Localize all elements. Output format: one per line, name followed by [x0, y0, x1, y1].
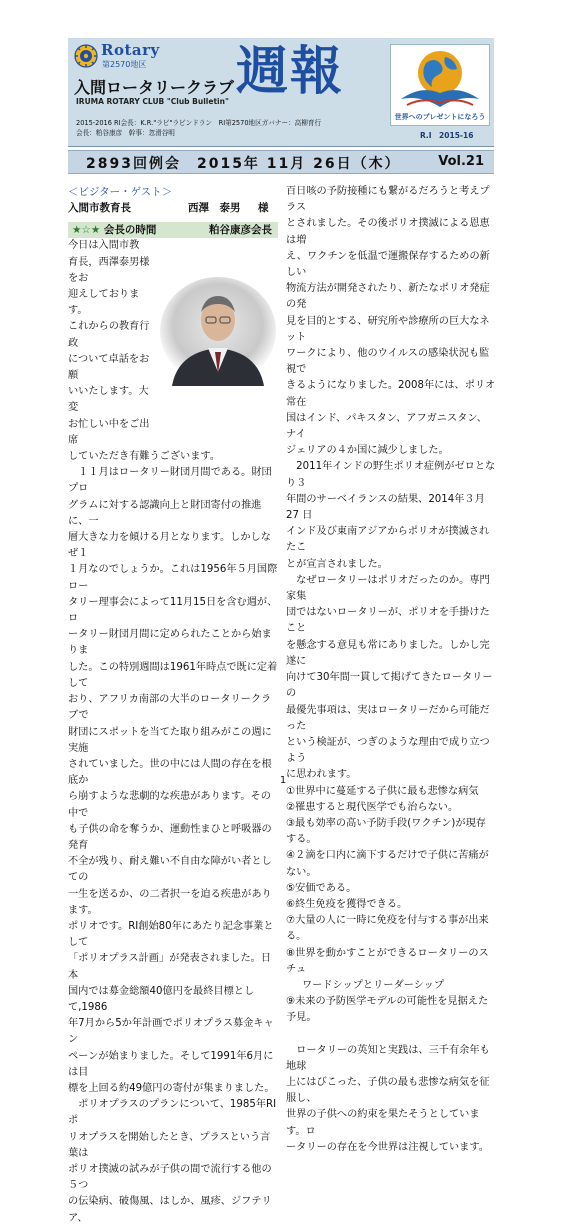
- president-photo: [158, 276, 278, 386]
- meeting-bar: [68, 150, 494, 174]
- officers-info: [76, 118, 376, 138]
- guest-line: [68, 200, 278, 216]
- text-line: 財団にスポットを当てた取り組みがこの週に実施: [68, 726, 272, 754]
- text-line: されていました。世の中には人間の存在を根底か: [68, 758, 272, 787]
- text-line: １月なのでしょうか。これは1956年５月国際ロー: [68, 564, 278, 592]
- star-icon: ★☆★: [72, 224, 101, 237]
- text-line: 団ではないロータリーが、ポリオを手掛けたこと: [286, 607, 490, 635]
- president-time-label: 会長の時間: [103, 224, 157, 237]
- reason-item: ②罹患すると現代医学でも治らない。: [286, 801, 459, 813]
- text-line: 標を上回る約49億円の寄付が集まりました。: [68, 1082, 275, 1094]
- text-line: ら崩すような悲劇的な疾患があります。その中で: [68, 791, 271, 819]
- reason-item: ④２滴を口内に滴下するだけで子供に苦痛がない。: [286, 850, 489, 878]
- guest-org: 入間市教育長: [68, 202, 131, 215]
- text-line: ポリオです。RI創始80年にあたり記念事業として: [68, 920, 274, 949]
- text-line: 年間のサーベイランスの結果、2014年３月 27 日: [286, 493, 485, 522]
- text-line: きるようになりました。2008年には、ポリオ常在: [286, 380, 496, 408]
- text-line: 国はインド、パキスタン、アフガニスタン、ナイ: [286, 412, 487, 441]
- ri-year: R.I 2015-16: [420, 131, 474, 140]
- text-line: 百日咳の予防接種にも繋がるだろうと考えプラス: [286, 186, 490, 214]
- officers-line-2: 会長：粕谷康彦 幹事：忽滑谷明: [76, 129, 175, 137]
- text-line: お忙しい中をご出席: [68, 418, 150, 446]
- text-line: 最優先事項は、実はロータリーだから可能だった: [286, 704, 490, 732]
- text-line: インド及び東南アジアからポリオが撲滅されたこ: [286, 526, 490, 554]
- theme-text: 世界へのプレゼントになろう: [394, 113, 486, 121]
- rotary-wheel-icon: [74, 44, 98, 68]
- text-line: 見を目的とする、研究所や診療所の巨大なネット: [286, 315, 490, 343]
- bulletin-title: 週報: [236, 41, 345, 102]
- text-line: ータリーの存在を今世界は注視しています。: [286, 1141, 489, 1153]
- text-line: リオプラスを開始したとき、プラスという言葉は: [68, 1131, 271, 1159]
- text-line: に思われます。: [286, 769, 357, 781]
- club-name-jp: 入間ロータリークラブ: [74, 78, 235, 97]
- text-line: とが宣言されました。: [286, 558, 388, 570]
- text-line: 今日は入間市教: [68, 240, 140, 252]
- text-line: の伝染病、破傷風、はしか、風疹、ジフテリア、: [68, 1196, 272, 1224]
- text-line: いいたします。大変: [68, 386, 149, 414]
- text-line: 「ポリオプラス計画」が発表されました。日本: [68, 953, 272, 981]
- text-line: 層大きな力を傾ける月となります。しかしなぜ１: [68, 532, 271, 560]
- volume-number: Vol.21: [438, 154, 484, 169]
- reason-item: ③最も効率の高い予防手段(ワクチン)が現存する。: [286, 817, 486, 846]
- district-label: 第2570地区: [102, 60, 147, 69]
- reason-item: ワードシップとリーダーシップ: [302, 979, 445, 991]
- reason-item: ①世界中に蔓延する子供に最も悲惨な病気: [286, 785, 479, 797]
- reason-item: ⑧世界を動かすことができるロータリーのスチュ: [286, 947, 489, 975]
- president-name: 粕谷康彦会長: [209, 224, 272, 237]
- text-line: グラムに対する認識向上と財団寄付の推進に、一: [68, 499, 262, 527]
- text-line: 世界の子供への約束を果たそうとしています。ロ: [286, 1109, 480, 1137]
- rotary-wordmark: Rotary: [101, 41, 160, 59]
- text-line: 迎えしております。: [68, 289, 140, 317]
- text-line: なぜロータリーはポリオだったのか。専門家集: [286, 574, 490, 603]
- officers-line-1: 2015-2016 RI会長：K.R."ラビ"ラビンドラン RI第2570地区ガバナー：高柳育行: [76, 119, 322, 127]
- guest-honorific: 様: [258, 202, 269, 215]
- text-line: 向けて30年間一貫して掲げてきたロータリーの: [286, 672, 493, 700]
- reason-item: ⑦大量の人に一時に免疫を付与する事が出来る。: [286, 915, 489, 943]
- text-line: おり、アフリカ南部の大半のロータリークラブで: [68, 694, 272, 722]
- text-line: 物流方法が開発されたり、新たなポリオ発症の発: [286, 283, 490, 311]
- text-line: ペーンが始まりました。そして1991年6月には目: [68, 1050, 274, 1078]
- text-line: していただき有難うございます。: [68, 451, 220, 463]
- meeting-title: 2893回例会 2015年 11月 26日（木）: [86, 156, 401, 172]
- left-column: [68, 184, 278, 1227]
- text-line: １１月はロータリー財団月間である。財団プロ: [68, 467, 272, 495]
- text-line: ポリオプラスのプランについて、1985年RIポ: [68, 1099, 277, 1127]
- text-line: 一生を送るか、の二者択一を迫る疾患があります。: [68, 888, 272, 916]
- text-line: ロータリーの英知と実践は、三千有余年も地球: [286, 1044, 490, 1072]
- text-line: を懸念する意見も常にありました。しかし完遂に: [286, 639, 490, 667]
- page-number: 1: [279, 775, 287, 786]
- text-line: も子供の命を奪うか、運動性まひと呼吸器の発育: [68, 823, 272, 851]
- text-line: 2011年インドの野生ポリオ症例がゼロとなり３: [286, 461, 496, 489]
- text-line: ータリー財団月間に定められたことから始まりま: [68, 629, 272, 657]
- theme-logo: [390, 44, 490, 126]
- reasons-list: [286, 784, 496, 1027]
- foundation-month-text: [68, 449, 278, 1227]
- spacer: [286, 1027, 496, 1043]
- header-banner: [68, 38, 494, 147]
- text-line: ジェリアの４か国に減少しました。: [286, 445, 449, 457]
- right-column: [286, 184, 496, 1156]
- guest-name: 西澤 泰男: [188, 202, 241, 215]
- text-line: という検証が、つぎのような理由で成り立つよう: [286, 736, 490, 765]
- closing-paragraph: [286, 1043, 496, 1156]
- text-line: 国内では募金総額40億円を最終目標として,1986: [68, 985, 255, 1013]
- text-line: え、ワクチンを低温で運搬保存するための新しい: [286, 250, 490, 279]
- reason-item: ⑤安価である。: [286, 882, 357, 894]
- club-name-en: IRUMA ROTARY CLUB "Club Bulletin": [76, 97, 229, 106]
- reason-item: ⑨未来の予防医学モデルの可能性を見据えた予見。: [286, 996, 489, 1024]
- text-line: 年7月から5か年計画でポリオプラス募金キャン: [68, 1018, 274, 1046]
- president-time-bar: [68, 222, 278, 238]
- text-line: した。この特別週間は1961年時点で既に定着して: [68, 661, 278, 689]
- text-line: 不全が残り、耐え難い不自由な障がい者としての: [68, 856, 272, 884]
- guest-heading: ＜ビジター・ゲスト＞: [68, 186, 173, 198]
- text-line: とされました。その後ポリオ撲滅による恩恵は増: [286, 218, 490, 246]
- text-line: 育長，西澤泰男様をお: [68, 256, 150, 284]
- reason-item: ⑥終生免疫を獲得できる。: [286, 898, 408, 910]
- text-line: これからの教育行政: [68, 321, 150, 349]
- text-line: 上にはびこった、子供の最も悲惨な病気を征服し、: [286, 1076, 490, 1105]
- text-line: について卓話をお願: [68, 353, 150, 382]
- person-photo-icon: [158, 276, 278, 386]
- globe-icon: [391, 45, 489, 111]
- polio-text: [286, 184, 496, 784]
- text-line: タリー理事会によって11月15日を含む週が、ロ: [68, 596, 278, 625]
- text-line: ワークにより、他のウイルスの感染状況も監視で: [286, 348, 490, 376]
- text-line: ポリオ撲滅の試みが子供の間で流行する他の５つ: [68, 1163, 272, 1192]
